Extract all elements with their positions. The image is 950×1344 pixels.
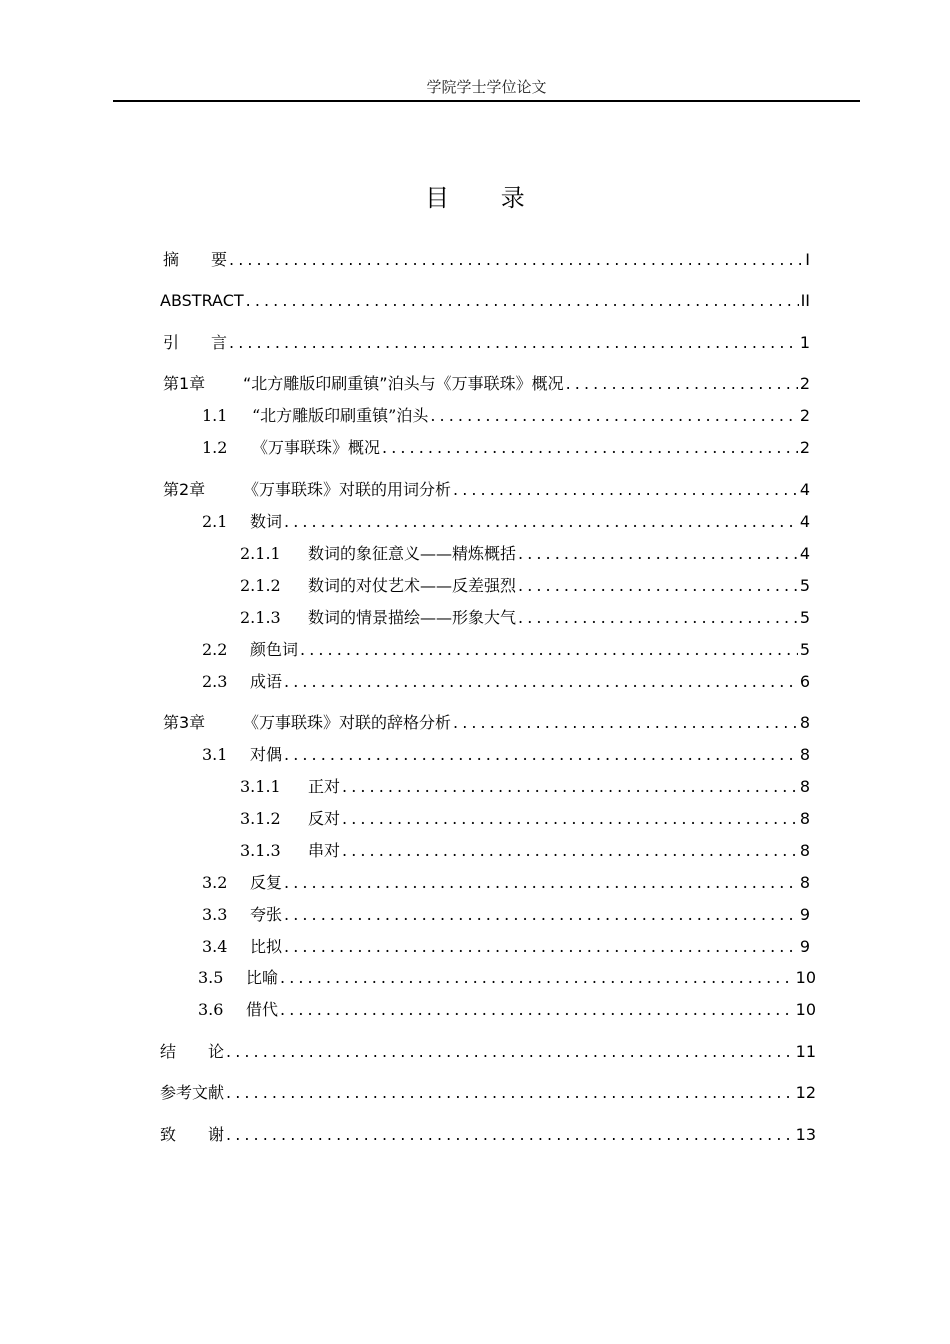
- toc-entry-page: 5: [799, 640, 810, 659]
- page-header: 学院学士学位论文: [426, 78, 547, 96]
- toc-entry-page: 2: [799, 374, 810, 393]
- toc-entry[interactable]: [240, 807, 810, 831]
- toc-entry-page: 8: [799, 745, 810, 764]
- toc-entry-page: 1: [799, 333, 810, 352]
- toc-entry-label: 对偶: [250, 745, 283, 764]
- toc-entry-number: 3.5: [198, 968, 224, 987]
- toc-entry-label: 摘 要: [163, 250, 228, 269]
- toc-entry-label: 参考文献: [160, 1083, 225, 1102]
- toc-entry-number: 3.1: [202, 745, 228, 764]
- toc-entry-label: 反复: [250, 873, 283, 892]
- toc-entry-number: 2.2: [202, 640, 228, 659]
- toc-entry[interactable]: [163, 331, 810, 355]
- toc-entry-label: 数词的情景描绘——形象大气: [308, 608, 517, 627]
- toc-entry[interactable]: [240, 839, 810, 863]
- toc-entry-number: 2.1.1: [240, 544, 281, 563]
- toc-entry[interactable]: [160, 289, 810, 313]
- toc-entry[interactable]: [202, 436, 810, 460]
- toc-entry-label: “北方雕版印刷重镇”泊头: [252, 406, 429, 425]
- toc-entry[interactable]: [163, 478, 810, 502]
- toc-entry[interactable]: [202, 638, 810, 662]
- toc-entry-page: 10: [795, 1000, 816, 1019]
- toc-entry-label: 数词的象征意义——精炼概括: [308, 544, 517, 563]
- toc-entry-number: 3.6: [198, 1000, 224, 1019]
- toc-entry-label: 夸张: [250, 905, 283, 924]
- toc-entry-number: 3.3: [202, 905, 228, 924]
- toc-entry-page: I: [805, 250, 810, 269]
- toc-entry-label: 结 论: [160, 1042, 225, 1061]
- toc-entry-number: 第3章: [163, 713, 206, 732]
- toc-entry-label: 比拟: [250, 937, 283, 956]
- toc-entry-label: 比喻: [246, 968, 279, 987]
- toc-entry-page: 2: [799, 438, 810, 457]
- toc-entry-number: 3.1.3: [240, 841, 281, 860]
- toc-entry-number: 1.2: [202, 438, 228, 457]
- toc-entry-label: 引 言: [163, 333, 228, 352]
- toc-entry[interactable]: [240, 775, 810, 799]
- toc-title: 目 录: [425, 184, 547, 212]
- toc-entry-number: 3.4: [202, 937, 228, 956]
- toc-entry[interactable]: [163, 248, 810, 272]
- toc-entry[interactable]: [163, 711, 810, 735]
- toc-entry-page: 9: [799, 905, 810, 924]
- toc-entry[interactable]: [160, 1040, 816, 1064]
- toc-entry-label: 《万事联珠》对联的辞格分析: [243, 713, 452, 732]
- toc-entry-page: 6: [799, 672, 810, 691]
- toc-entry[interactable]: [198, 998, 816, 1022]
- toc-entry-page: 4: [799, 512, 810, 531]
- toc-entry-label: 借代: [246, 1000, 279, 1019]
- toc-entry-number: 2.3: [202, 672, 228, 691]
- toc-entry-page: 8: [799, 777, 810, 796]
- toc-entry-page: 2: [799, 406, 810, 425]
- toc-entry-page: 5: [799, 608, 810, 627]
- toc-entry-page: 4: [799, 480, 810, 499]
- toc-entry[interactable]: [202, 404, 810, 428]
- toc-entry-page: 8: [799, 841, 810, 860]
- toc-entry-page: 9: [799, 937, 810, 956]
- toc-entry-page: 10: [795, 968, 816, 987]
- toc-entry-number: 3.1.1: [240, 777, 281, 796]
- toc-entry-label: 反对: [308, 809, 341, 828]
- toc-entry-page: 11: [795, 1042, 816, 1061]
- toc-entry-page: 8: [799, 713, 810, 732]
- toc-entry-label: 正对: [308, 777, 341, 796]
- toc-entry-label: 数词: [250, 512, 283, 531]
- toc-entry[interactable]: [160, 1081, 816, 1105]
- toc-entry-label: 数词的对仗艺术——反差强烈: [308, 576, 517, 595]
- toc-entry-label: “北方雕版印刷重镇”泊头与《万事联珠》概况: [243, 374, 564, 393]
- toc-entry-label: 串对: [308, 841, 341, 860]
- toc-entry[interactable]: [160, 1123, 816, 1147]
- toc-entry[interactable]: [240, 574, 810, 598]
- toc-entry[interactable]: [202, 670, 810, 694]
- toc-entry-number: 3.1.2: [240, 809, 281, 828]
- toc-entry-number: 1.1: [202, 406, 228, 425]
- toc-entry-page: 12: [795, 1083, 816, 1102]
- toc-entry-number: 3.2: [202, 873, 228, 892]
- toc-entry[interactable]: [202, 935, 810, 959]
- toc-entry[interactable]: [240, 606, 810, 630]
- toc-entry-label: 颜色词: [250, 640, 299, 659]
- toc-entry-number: 2.1.2: [240, 576, 281, 595]
- toc-entry[interactable]: [202, 510, 810, 534]
- toc-entry-label: 成语: [250, 672, 283, 691]
- toc-entry-page: 13: [795, 1125, 816, 1144]
- toc-entry-number: 2.1: [202, 512, 228, 531]
- toc-entry[interactable]: [202, 871, 810, 895]
- toc-entry[interactable]: [163, 372, 810, 396]
- toc-entry-page: 5: [799, 576, 810, 595]
- toc-entry[interactable]: [202, 743, 810, 767]
- toc-entry-page: 8: [799, 873, 810, 892]
- toc-entry-label: 致 谢: [160, 1125, 225, 1144]
- toc-entry-label: 《万事联珠》概况: [252, 438, 381, 457]
- toc-entry-page: 8: [799, 809, 810, 828]
- toc-entry-number: 第1章: [163, 374, 206, 393]
- toc-entry-number: 2.1.3: [240, 608, 281, 627]
- toc-entry-page: II: [800, 291, 810, 310]
- toc-entry-label: ABSTRACT: [160, 291, 244, 310]
- toc-entry[interactable]: [202, 903, 810, 927]
- toc-entry-label: 《万事联珠》对联的用词分析: [243, 480, 452, 499]
- toc-entry[interactable]: [240, 542, 810, 566]
- toc-entry-page: 4: [799, 544, 810, 563]
- toc-entry-number: 第2章: [163, 480, 206, 499]
- toc-entry[interactable]: [198, 966, 816, 990]
